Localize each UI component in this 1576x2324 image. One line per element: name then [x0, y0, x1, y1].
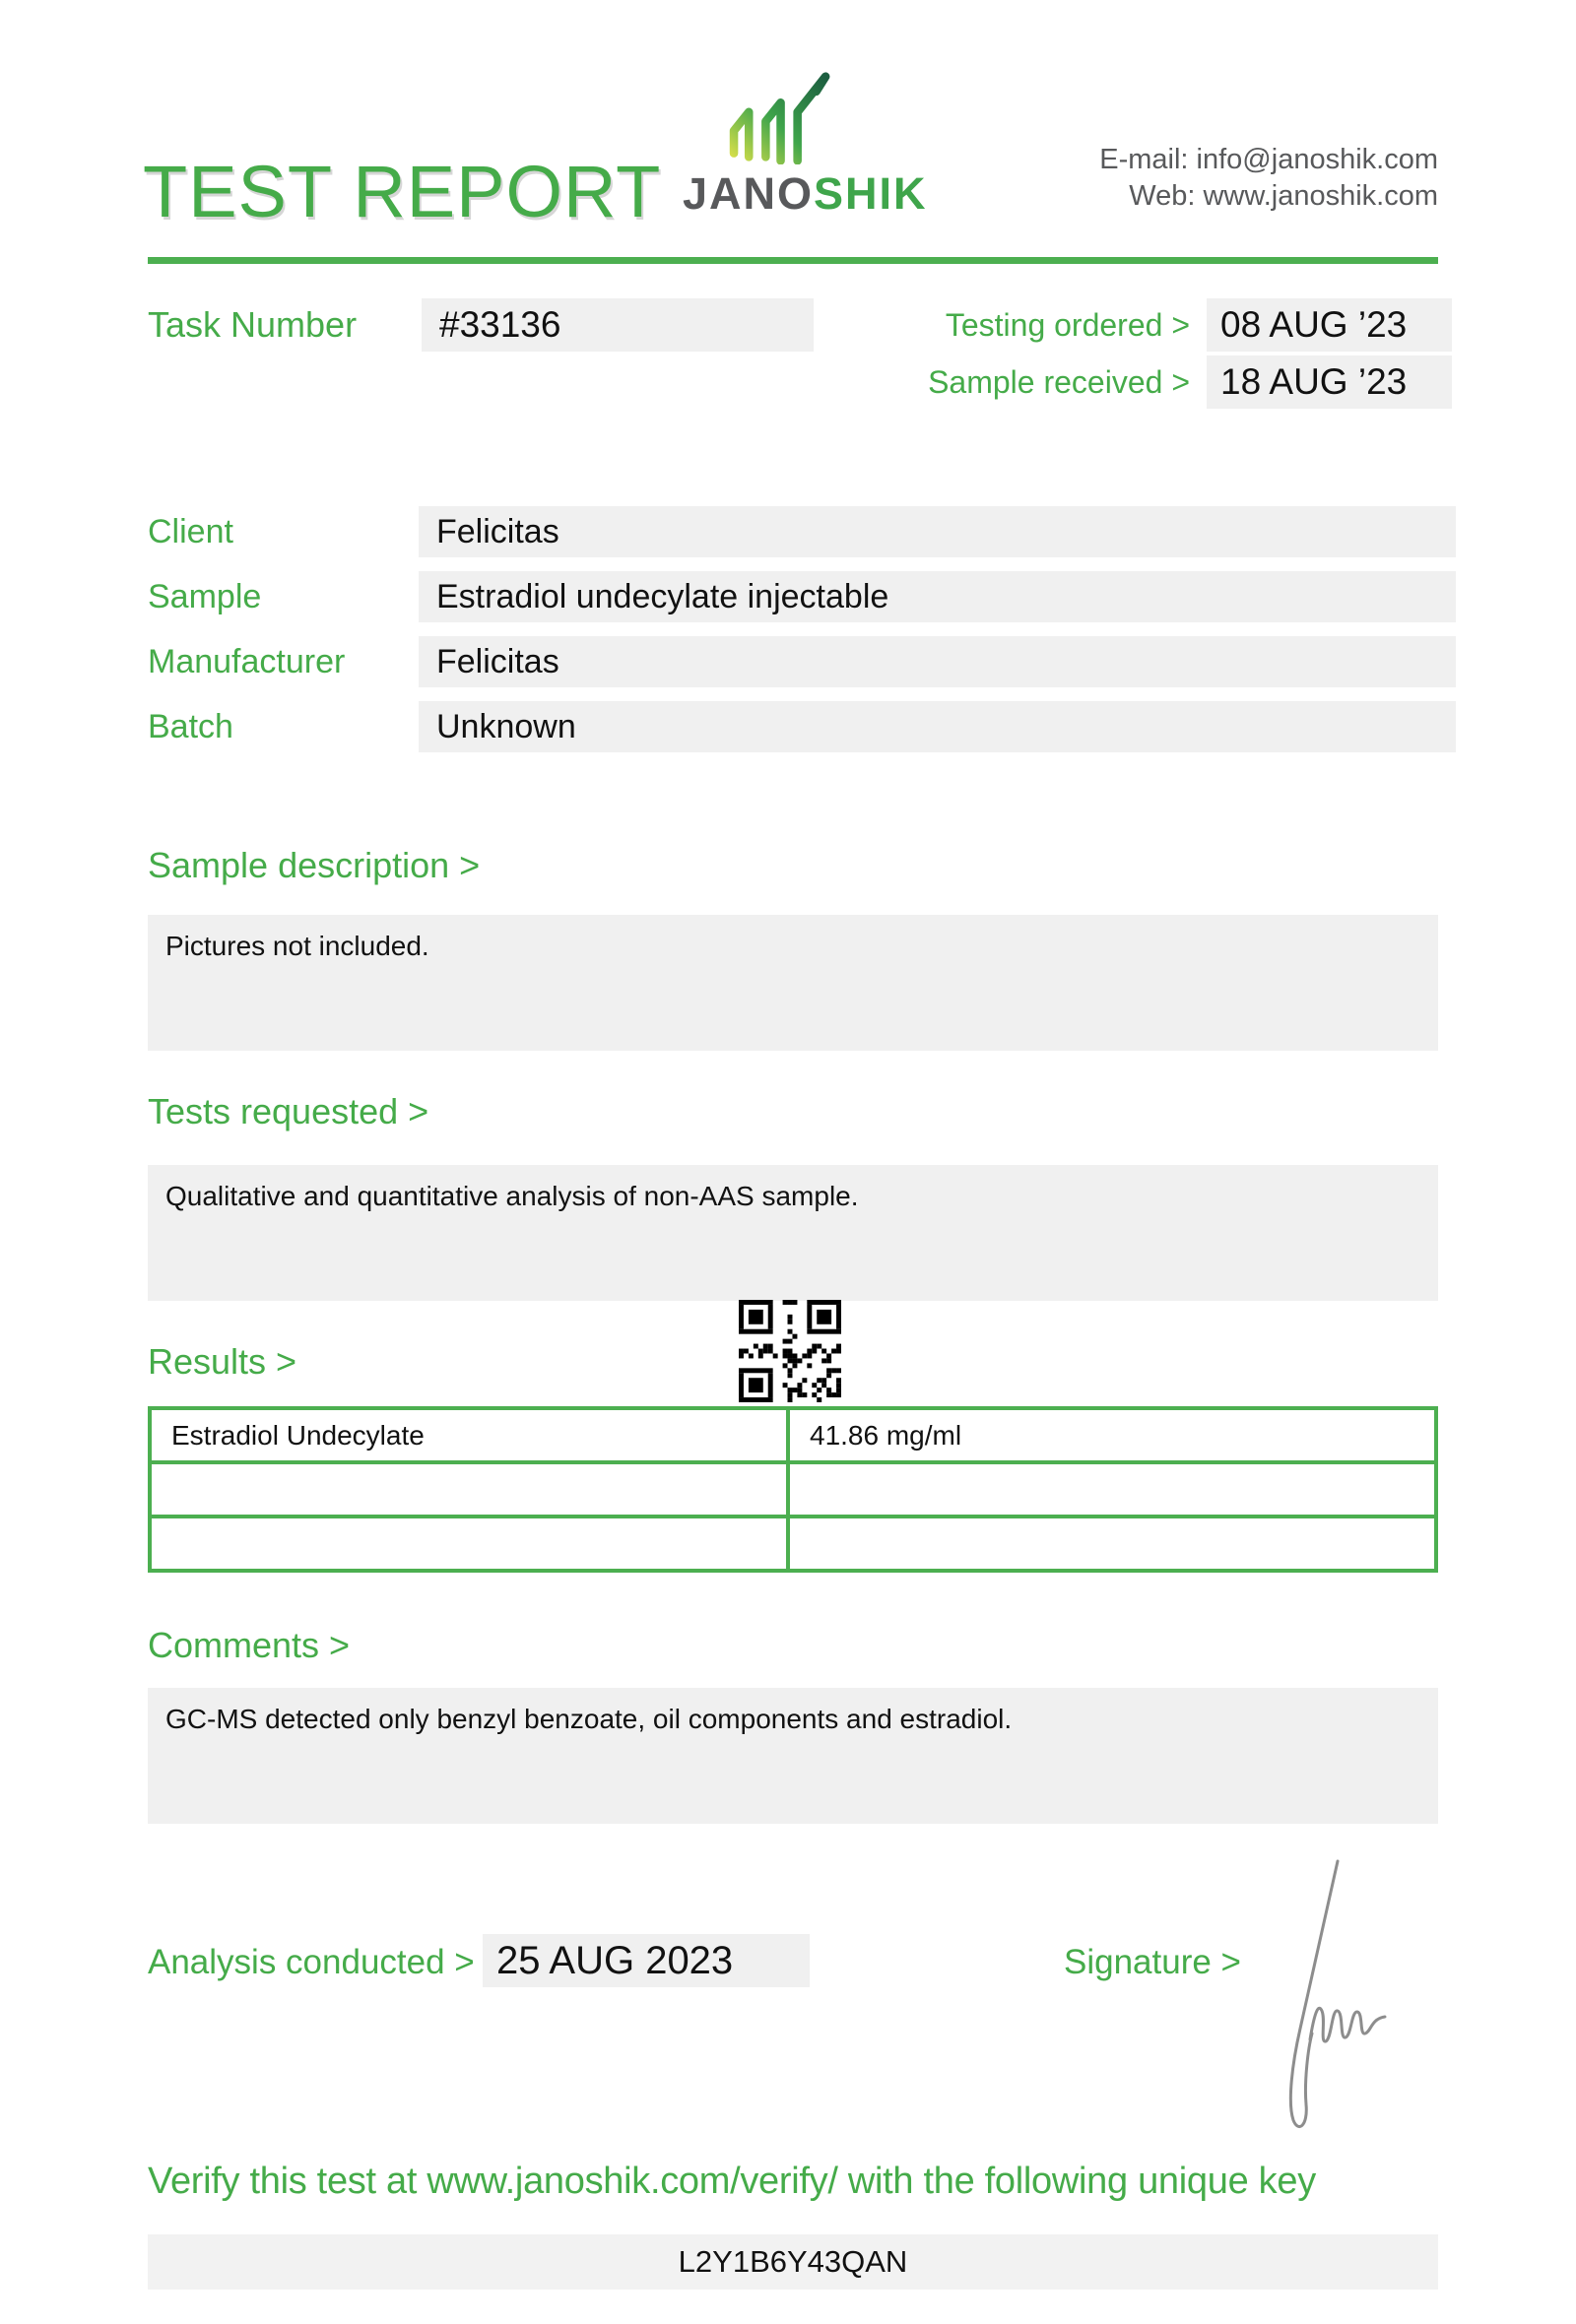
- unique-key-box: [148, 2234, 1438, 2290]
- analysis-date-value: 25 AUG 2023: [496, 1938, 734, 1982]
- sample-received-value: 18 AUG ’23: [1220, 361, 1408, 402]
- sample-description-text: Pictures not included.: [165, 931, 429, 961]
- task-number-value-box: [422, 298, 814, 352]
- qr-code: [739, 1300, 841, 1402]
- manufacturer-value: Felicitas: [436, 642, 559, 680]
- result-analyte-cell: Estradiol Undecylate: [152, 1410, 786, 1460]
- task-number-value: #33136: [439, 304, 561, 345]
- sample-received-value-box: [1207, 355, 1452, 409]
- client-value: Felicitas: [436, 512, 559, 550]
- tests-requested-box: [148, 1165, 1438, 1301]
- manufacturer-value-box: [419, 636, 1456, 687]
- sample-description-box: [148, 915, 1438, 1051]
- sample-description-heading: Sample description >: [148, 845, 481, 885]
- testing-ordered-value-box: [1207, 298, 1452, 352]
- logo-wordmark: [683, 168, 928, 220]
- tests-requested-heading: Tests requested >: [148, 1091, 429, 1131]
- result-empty-cell: [152, 1518, 786, 1569]
- logo-text-shik: SHIK: [814, 168, 928, 219]
- result-empty-cell: [790, 1464, 1434, 1515]
- batch-value: Unknown: [436, 707, 576, 745]
- client-label: Client: [148, 513, 233, 550]
- analysis-date-box: [483, 1934, 810, 1987]
- sample-value: Estradiol undecylate injectable: [436, 577, 889, 615]
- unique-key-value: L2Y1B6Y43QAN: [678, 2244, 908, 2279]
- result-empty-cell: [790, 1518, 1434, 1569]
- signature-scribble: [1261, 1846, 1399, 2142]
- result-empty-cell: [152, 1464, 786, 1515]
- results-table: [148, 1406, 1438, 1573]
- batch-value-box: [419, 701, 1456, 752]
- results-heading: Results >: [148, 1341, 297, 1382]
- contact-info: [1099, 142, 1438, 215]
- comments-heading: Comments >: [148, 1625, 351, 1665]
- tests-requested-text: Qualitative and quantitative analysis of non-AAS sample.: [165, 1181, 859, 1211]
- testing-ordered-label: Testing ordered >: [945, 307, 1190, 343]
- task-number-label: Task Number: [148, 304, 358, 345]
- verify-instruction: Verify this test at www.janoshik.com/verify/ with the following unique key: [148, 2161, 1316, 2202]
- sample-received-label: Sample received >: [928, 364, 1190, 400]
- result-value-cell: 41.86 mg/ml: [790, 1410, 1434, 1460]
- testing-ordered-value: 08 AUG ’23: [1220, 304, 1408, 345]
- janoshik-logo: [683, 71, 928, 220]
- web-line: Web: www.janoshik.com: [1129, 180, 1438, 212]
- email-line: E-mail: info@janoshik.com: [1099, 144, 1438, 175]
- logo-text-jano: JANO: [683, 168, 815, 219]
- growth-chart-icon: [717, 71, 865, 164]
- client-value-box: [419, 506, 1456, 557]
- comments-box: [148, 1688, 1438, 1824]
- comments-text: GC-MS detected only benzyl benzoate, oil components and estradiol.: [165, 1704, 1013, 1734]
- page-title: TEST REPORT: [143, 151, 662, 232]
- analysis-conducted-label: Analysis conducted >: [148, 1943, 475, 1981]
- sample-value-box: [419, 571, 1456, 622]
- batch-label: Batch: [148, 708, 233, 745]
- manufacturer-label: Manufacturer: [148, 643, 346, 680]
- header-divider: [148, 257, 1438, 264]
- signature-label: Signature >: [1064, 1943, 1241, 1981]
- sample-label: Sample: [148, 578, 262, 615]
